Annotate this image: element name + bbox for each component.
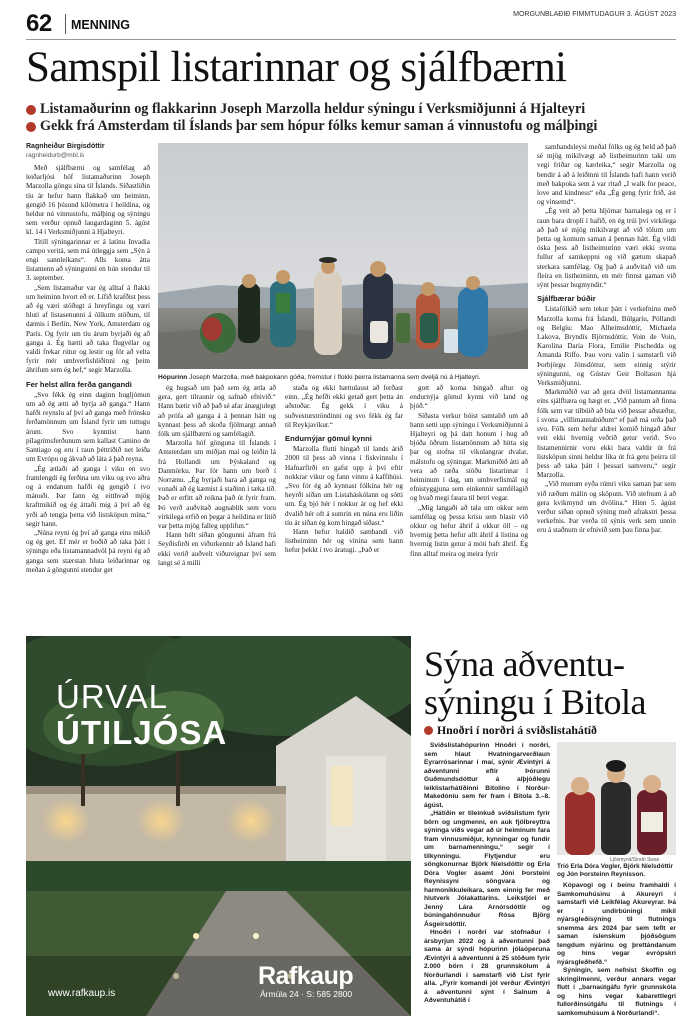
paragraph: Sviðslistahópurinn Hnoðri í norðri, sem hlaut Hvatningarverðlaun Eyrarrósarinnar í maí, sýnir Ævintýri á aðventunni eftir Þórunni Guðmundsdóttur á alþjóðlegu leiklistarhátíðinni Bitolino í Norður-Makedóníu sem fer fram í Bitola 3.–8. ágúst. xyxy=(424,742,550,809)
advertisement[interactable] xyxy=(26,636,411,1016)
paragraph: Titill sýningarinnar er á latínu Invadia campo veritá, sem má útleggja sem „Sýn á engi sannleikans“. Alls koma átta listamenn að sýningunni en hún stendur til 3. september. xyxy=(26,237,150,283)
side-photo xyxy=(557,742,676,855)
side-article-headline: Sýna aðventusýningu í Bitola xyxy=(424,644,647,722)
paragraph: „Mig langaði að tala um okkur sem samfélag og þessa krísu sem blasir við okkur og hefur áhrif á okkur öll – og hvernig þetta hefur allt áhrif á listina og hvernig listin getur á móti haft áhrif. Ég finn alltaf meira og meira fyrir xyxy=(410,503,528,558)
byline-email[interactable]: ragnheidurb@mbl.is xyxy=(26,152,85,159)
paragraph: Hann hélt síðan göngunni áfram frá Seyðisfirði en viðurkennir að Ísland hafi ekki verið auðvelt viðureignar því sem langt sé á milli xyxy=(158,531,276,567)
group-photo xyxy=(158,143,528,369)
main-photo xyxy=(158,143,528,369)
article-column-1 xyxy=(26,164,150,622)
photo-credit: Ljósmynd/Sindri Swan xyxy=(610,857,660,863)
article-column-4 xyxy=(410,384,528,624)
paragraph: Síðasta verkur bóist samtalið um að hann setti upp sýningu í Verksmiðjunni á Hjalteyri og þá datt honum í hug að bjóða öðrum listamönnum að hitta sig þar og stofna til vikulangrar dvalar, málstofu og sýningar. Markmiðið átti að vera að ræða stöðu listarinnar í heiminum í dag, um umhverfismál og efnistyggjuna sem einkennir samfélagið og hvað megi fæara til betri vegar. xyxy=(410,411,528,503)
byline xyxy=(26,142,105,160)
article-headline: Samspil listarinnar og sjálfbærni xyxy=(26,44,567,91)
paragraph: gott að koma hingað aftur og endurnýja gömul kynni við land og þjóð.“ xyxy=(410,384,528,411)
ad-headline-1: ÚRVAL xyxy=(56,678,168,715)
paragraph: staða og ekki hættulaust að ferðast einn. „Ég hefði ekki getað gert þetta án aðstoðar. Ég gekk í viku á suðvesturströndinni og svo fékk ég far til Reykjavíkur.“ xyxy=(285,384,403,429)
caption-lead: Hópurinn xyxy=(158,374,188,381)
ad-headline-2: ÚTILJÓSA xyxy=(56,714,228,751)
issue-info: MORGUNBLAÐIÐ FIMMTUDAGUR 3. ÁGÚST 2023 xyxy=(513,11,676,18)
paragraph: „Ég ætlaði að ganga í viku en svo framlengdi ég ferðina um viku og svo aðra og á endanum hafði ég gengið í tvo mánuði. Þar fann ég eitthvað mjög kraftmikið og ég áttaði mig á því að ég yrði að tengja þetta við listsköpun mína,“ segir hann. xyxy=(26,464,150,528)
byline-name: Ragnheiður Birgisdóttir xyxy=(26,143,105,150)
paragraph: „Sem listamaður var ég alltaf á flakki um heiminn hvort eð er. Lífið krafðist þess að ég væri stöðugt á hreyfingu og væri hluti af listasenunni á ólíkum stöðum, til dæmis í Berlín, New York, Amsterdam og París. Og fyrir um tíu árum byrjaði ég að ganga á. Ég hætti að taka flugvélar og valdi frekar rútur og lestir og fór að velta fyrir mér umhverfishliðinni og þeim áhrifum sem ég hef,“ segir Marzolla. xyxy=(26,283,150,375)
caption-text: Joseph Marzolla, með bakpokann góða, fremstur í flokki þeirra listamanna sem dveljá nú á Hjalteyri. xyxy=(189,374,481,381)
side-article-column-2 xyxy=(557,882,676,1018)
paragraph: sambandsleysi meðal fólks og ég held að það sé mjög mikilvægt að listheimurinn taki um vegi friðar og kærleika,“ segir Marzolla og bendir á að á leiðinni til Íslands hafi hann verið með bakpoka sem á var ritað „I walk for peace, love and kindness“ eða „Ég geng fyrir frið, ást og vinsemd“. xyxy=(537,143,676,207)
paragraph: „Hátíðin er tileinkuð sviðslistum fyrir börn og ungmenni, en auk fjölbreyttra sýninga víðs vegar að úr heiminum fara fram vinnusmiðjur, kynningar og fundir um barnamenningu,“ segir í tilkynningu. Flytjendur eru söngkonurnar Björk Níelsdóttir og Erla Dóra Vogler ásamt Jóni Þorsteini Reynissyni söngvara og harmonikkuleikara, sem einnig fer með hlutverk Jólakattarins. Leikstjóri er Jenný Lára Arnórsdóttir og búningahönnuður Rósa Björg Ásgeirsdóttir. xyxy=(424,810,550,928)
page-number: 62 xyxy=(26,10,52,37)
paragraph: Marzolla flutti hingað til lands árið 2000 til þess að vinna í fiskvinnslu í Hafnarfirði en gafst upp á því eftir nokkrar vikur og fann vinnu á kaffihúsi. „Svo fór ég að kynnast fólkina hér og heyrði síðan um Listaháskólann og sótti um. Ég bjó hér í nokkur ár og hef ekki dvalið hér oft á sumrin en núna eru liðin tíu ár síðan ég kom hingað síðast.“ xyxy=(285,445,403,527)
paragraph: „Við munum eyða rúmri viku saman þar sem við ræðum málin og sköpum. Við stefnum á að gera kvikmynd um dvölina.“ Hinn 5. ágúst verður síðan opnuð sýning með afrakstri þessa verkefnis. Þar verða til sýnis verk sem unnin eru á staðnum úr efnivið sem þau finna þar. xyxy=(537,480,676,535)
article-column-3 xyxy=(285,384,403,624)
subheading: Sjálfbærar búðir xyxy=(537,294,596,304)
paragraph: Sýningin, sem nefnist Skoffín og skringilmenni, verður annars vegar flutt í „barnaútgáfu fyrir grunnskóla og hins vegar kabarettlegri fullorðinsútgáfu til flutnings í samkomuhúsum á Norðurlandi“. xyxy=(557,967,676,1017)
paragraph: „Svo fékk ég einn daginn hugljómun um að ég ætti að byrja að ganga.“ Hann hafði reynslu af því að ganga með frönsku ferðamönnum um Ísland fyrir um tuttugu árum. Svo kynntist hann pílagrímsferðunum sem kallast Camino de Santiago og eru í raun þéttriðið net leiða um Evrópu og ákvað að láta á það reyna. xyxy=(26,390,150,464)
page-header xyxy=(26,8,676,40)
article-column-5 xyxy=(537,143,676,625)
paragraph: ég hugsað um það sem ég ætla að gera, gert tilraunir og safnað efnivið.“ Hann bætir við að það sé afar ánægjulegt að prófa að ganga á á þennan hátt og kynnast þess að skoða fjölmargt annað fólk um sjálfbærni og samfélagið. xyxy=(158,384,276,439)
paragraph: „Núna reyni ég því að ganga eins mikið og ég get. Ef mér er boðið að taka þátt í sýningu eða listamannadvöl þá reyni ég að ganga sem stærstan hluta leiðarinnar og meðan á göngunni stendur get xyxy=(26,528,150,574)
article-column-2 xyxy=(158,384,276,624)
ad-contact: Ármúla 24 · S: 585 2800 xyxy=(260,989,353,999)
paragraph: Hann hefur haldið sambandi við listheiminn hér og vinina sem hann hefur þekkt í tvo áratugi. „Það er xyxy=(285,528,403,555)
paragraph: Hnoðri í norðri var stofnaður í ársbyrjun 2022 og á aðventunni það sama ár sýndi hópurinn jólaóperuna Ævintýri á aðventunni á 25 stöðum fyrir 2.000 börn í 28 grunnskólum á Norðurlandi í samstarfi við List fyrir alla. „Fyrir komandi jól verður Ævintýri á aðventunni sýnt í Salnum á Aðventuhátíð í xyxy=(424,929,550,1004)
caption-text: Erla Dóra Vogler, Björk Níelsdóttir og Jón Þorsteinn Reynisson. xyxy=(557,863,674,878)
paragraph: Kópavogi og í beinu framhaldi í Samkomuhúsinu á Akureyri í samstarfi við Leikfélag Akureyrar. Þá er í undirbúningi mikil nýársgleðisýning til flutnings snemma árs 2024 þar sem teflt er saman íslenskum þjóðsögum tengdum nýárinu og þrettándanum og hins vegar evrópskri nýársgleðhefð.“ xyxy=(557,882,676,966)
deck-line: Gekk frá Amsterdam til Íslands þar sem hópur fólks kemur saman á vinnustofu og málþingi xyxy=(26,118,676,135)
header-divider xyxy=(65,14,66,34)
article-decks xyxy=(26,101,676,135)
side-article-column-1 xyxy=(424,742,550,1018)
paragraph: Listafólkið sem tekur þátt í verkefninu með Marzolla koma frá Íslandi, Búlgaríu, Póllandi og Belgíu: Mao Alheimsdóttir, Michaela Lakova, Bryndís Björnsdóttir, Voin de Voin, Karolina Daria Flora, Emilie Pischedda og Amanda Riffo. Þau voru valin í samstarfi við Þorbjörgu Jónsdóttur, sem einnig stýrir sýningunni, og Gústav Geir Bollason hjá Verksmiðjunni. xyxy=(537,305,676,388)
paragraph: „Ég veit að þetta hljómar barnalega og er í raun bara droplí í hafið, en ég trúi því virkilega að það sé mjög mikilvægt að við tölum um þetta og komum saman á þennan hátt. Ég vildi óska þess að listheimurinn væri ekki svona fullur af samkeppni og við gætum skapað sterkara samfélag. Og það á auðvitað við um fleira en listheiminn, en mér finnst gaman við sýnt þessar hugmyndir.“ xyxy=(537,207,676,290)
side-article-deck: Hnoðri í norðri á sviðslistahátíð xyxy=(424,723,676,738)
side-photo-caption xyxy=(557,863,676,879)
paragraph: Með sjálfbærni og samfélag að leiðarljósi hóf listamaðurinn Joseph Marzolla göngu sína til Íslands. Síðastliðin tíu ár hefur hann flakkað um heiminn, gengið 16 þúsund kílómetra í heildina, og heldur nú vinnustofu, málþing og sýningu sem verður opnuð laugardaginn 5. ágúst kl. 14 í Verksmiðjunni á Hjalteyri. xyxy=(26,164,150,237)
deck-line: Listamaðurinn og flakkarinn Joseph Marzolla heldur sýningu í Verksmiðjunni á Hjalteyri xyxy=(26,101,676,118)
ad-brand-logo: Rafkaup xyxy=(258,962,354,990)
caption-lead: Tríó xyxy=(557,863,569,870)
ad-url-link[interactable]: www.rafkaup.is xyxy=(48,988,116,999)
section-name: MENNING xyxy=(71,18,131,32)
trio-photo xyxy=(557,742,676,855)
paragraph: Marzolla hóf gönguna til Íslands í Amsterdam um miðjan maí og leiðin lá frá Hollandi um Þýskaland og Danmörku. Þar fór hann um borð í Norrænu. „Ég byrjaði bara að ganga og vonaði að ég kæmist á staðinn í tæka tíð. Það er erfitt að reikna það út fyrir fram. Þó verð auðvitað augnablik sem voru virkilega erfið en þegar á heildina er litið var þetta mjög falleg upplifun.“ xyxy=(158,439,276,531)
paragraph: Markmiðið var að gera dvöl listamannanna eins sjálfbæra og hægt er. „Við pantum að finna fólk sem var tilbúið að búa við þessar aðstæður, í svona „villimannabúðum“ ef það má orða það svo. Fólk sem hefur aldrei komið hingað áður veit ekki hvernig veðrið getur verið. Svo listamennirnir voru ekki bara valdir út frá listsköpun sinni heldur líka út frá getu þeirra til þess að taka þátt í þessari samveru,“ segir Marzolla. xyxy=(537,388,676,480)
subheading: Fer helst allra ferða gangandi xyxy=(26,379,132,389)
subheading: Endurnýjar gömul kynni xyxy=(285,434,372,444)
photo-caption xyxy=(158,374,528,382)
